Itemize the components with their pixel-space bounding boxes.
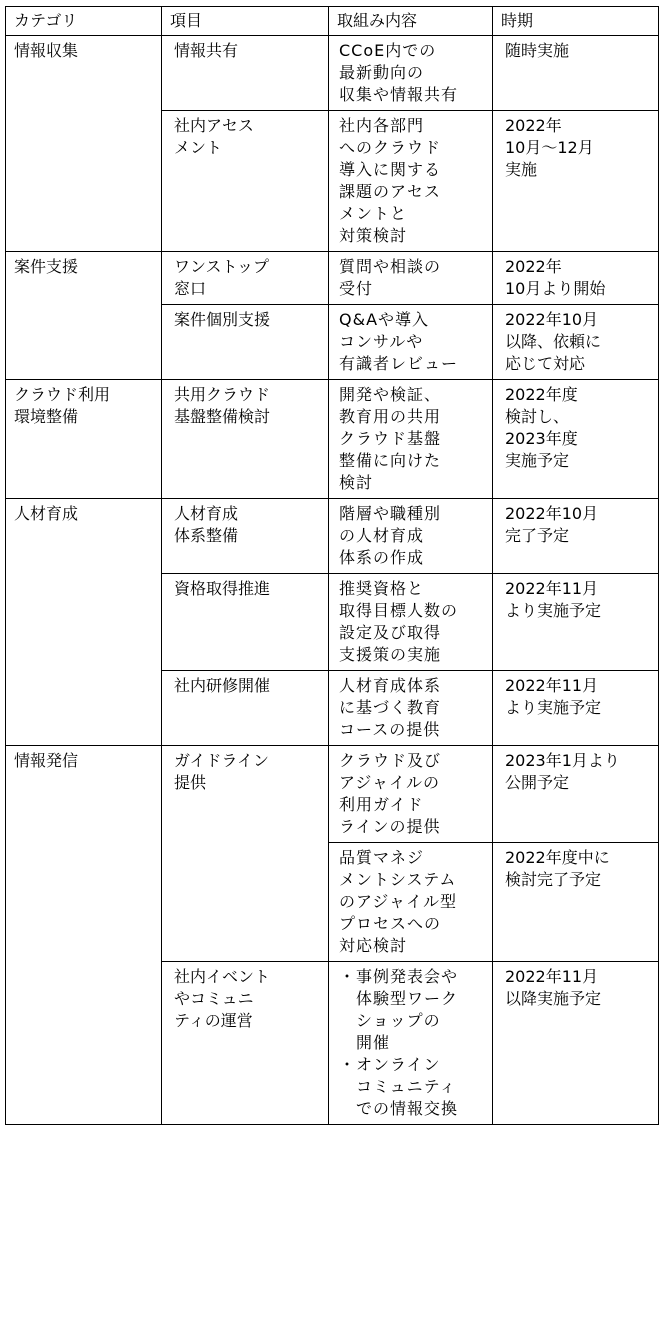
content-cell: Q&Aや導入 コンサルや 有識者レビュー [329,305,493,380]
content-cell: 社内各部門 へのクラウド 導入に関する 課題のアセス メントと 対策検討 [329,111,493,252]
content-cell: 人材育成体系 に基づく教育 コースの提供 [329,671,493,746]
content-cell: 質問や相談の 受付 [329,252,493,305]
category-cell: 情報発信 [6,746,162,1125]
item-cell: ガイドライン 提供 [162,746,329,962]
table-row [6,252,659,305]
item-cell: 資格取得推進 [162,574,329,671]
table-row [6,499,659,574]
period-cell: 2023年1月より 公開予定 [493,746,659,843]
period-cell: 2022年10月 以降、依頼に 応じて対応 [493,305,659,380]
period-cell: 2022年11月 以降実施予定 [493,962,659,1125]
period-cell: 2022年 10月より開始 [493,252,659,305]
period-cell: 随時実施 [493,36,659,111]
header-item: 項目 [162,7,329,36]
period-cell: 2022年度 検討し、 2023年度 実施予定 [493,380,659,499]
category-cell: 案件支援 [6,252,162,380]
content-cell: 開発や検証、 教育用の共用 クラウド基盤 整備に向けた 検討 [329,380,493,499]
period-cell: 2022年10月 完了予定 [493,499,659,574]
content-cell: CCoE内での 最新動向の 収集や情報共有 [329,36,493,111]
item-cell: 案件個別支援 [162,305,329,380]
item-cell: 人材育成 体系整備 [162,499,329,574]
header-content: 取組み内容 [329,7,493,36]
table-row [6,380,659,499]
item-cell: ワンストップ 窓口 [162,252,329,305]
content-cell: 品質マネジ メントシステム のアジャイル型 プロセスへの 対応検討 [329,843,493,962]
period-cell: 2022年 10月～12月 実施 [493,111,659,252]
category-cell: 情報収集 [6,36,162,252]
item-cell: 情報共有 [162,36,329,111]
content-cell: ・事例発表会や 体験型ワーク ショップの 開催 ・オンライン コミュニティ での情報交換 [329,962,493,1125]
item-cell: 共用クラウド 基盤整備検討 [162,380,329,499]
item-cell: 社内研修開催 [162,671,329,746]
period-cell: 2022年11月 より実施予定 [493,671,659,746]
category-cell: クラウド利用 環境整備 [6,380,162,499]
period-cell: 2022年度中に 検討完了予定 [493,843,659,962]
category-cell: 人材育成 [6,499,162,746]
initiatives-table [5,6,659,1125]
content-cell: クラウド及び アジャイルの 利用ガイド ラインの提供 [329,746,493,843]
table-row [6,36,659,111]
content-cell: 階層や職種別 の人材育成 体系の作成 [329,499,493,574]
header-period: 時期 [493,7,659,36]
header-category: カテゴリ [6,7,162,36]
item-cell: 社内アセス メント [162,111,329,252]
content-cell: 推奨資格と 取得目標人数の 設定及び取得 支援策の実施 [329,574,493,671]
header-row [6,7,659,36]
item-cell: 社内イベント やコミュニ ティの運営 [162,962,329,1125]
table-row [6,746,659,843]
period-cell: 2022年11月 より実施予定 [493,574,659,671]
